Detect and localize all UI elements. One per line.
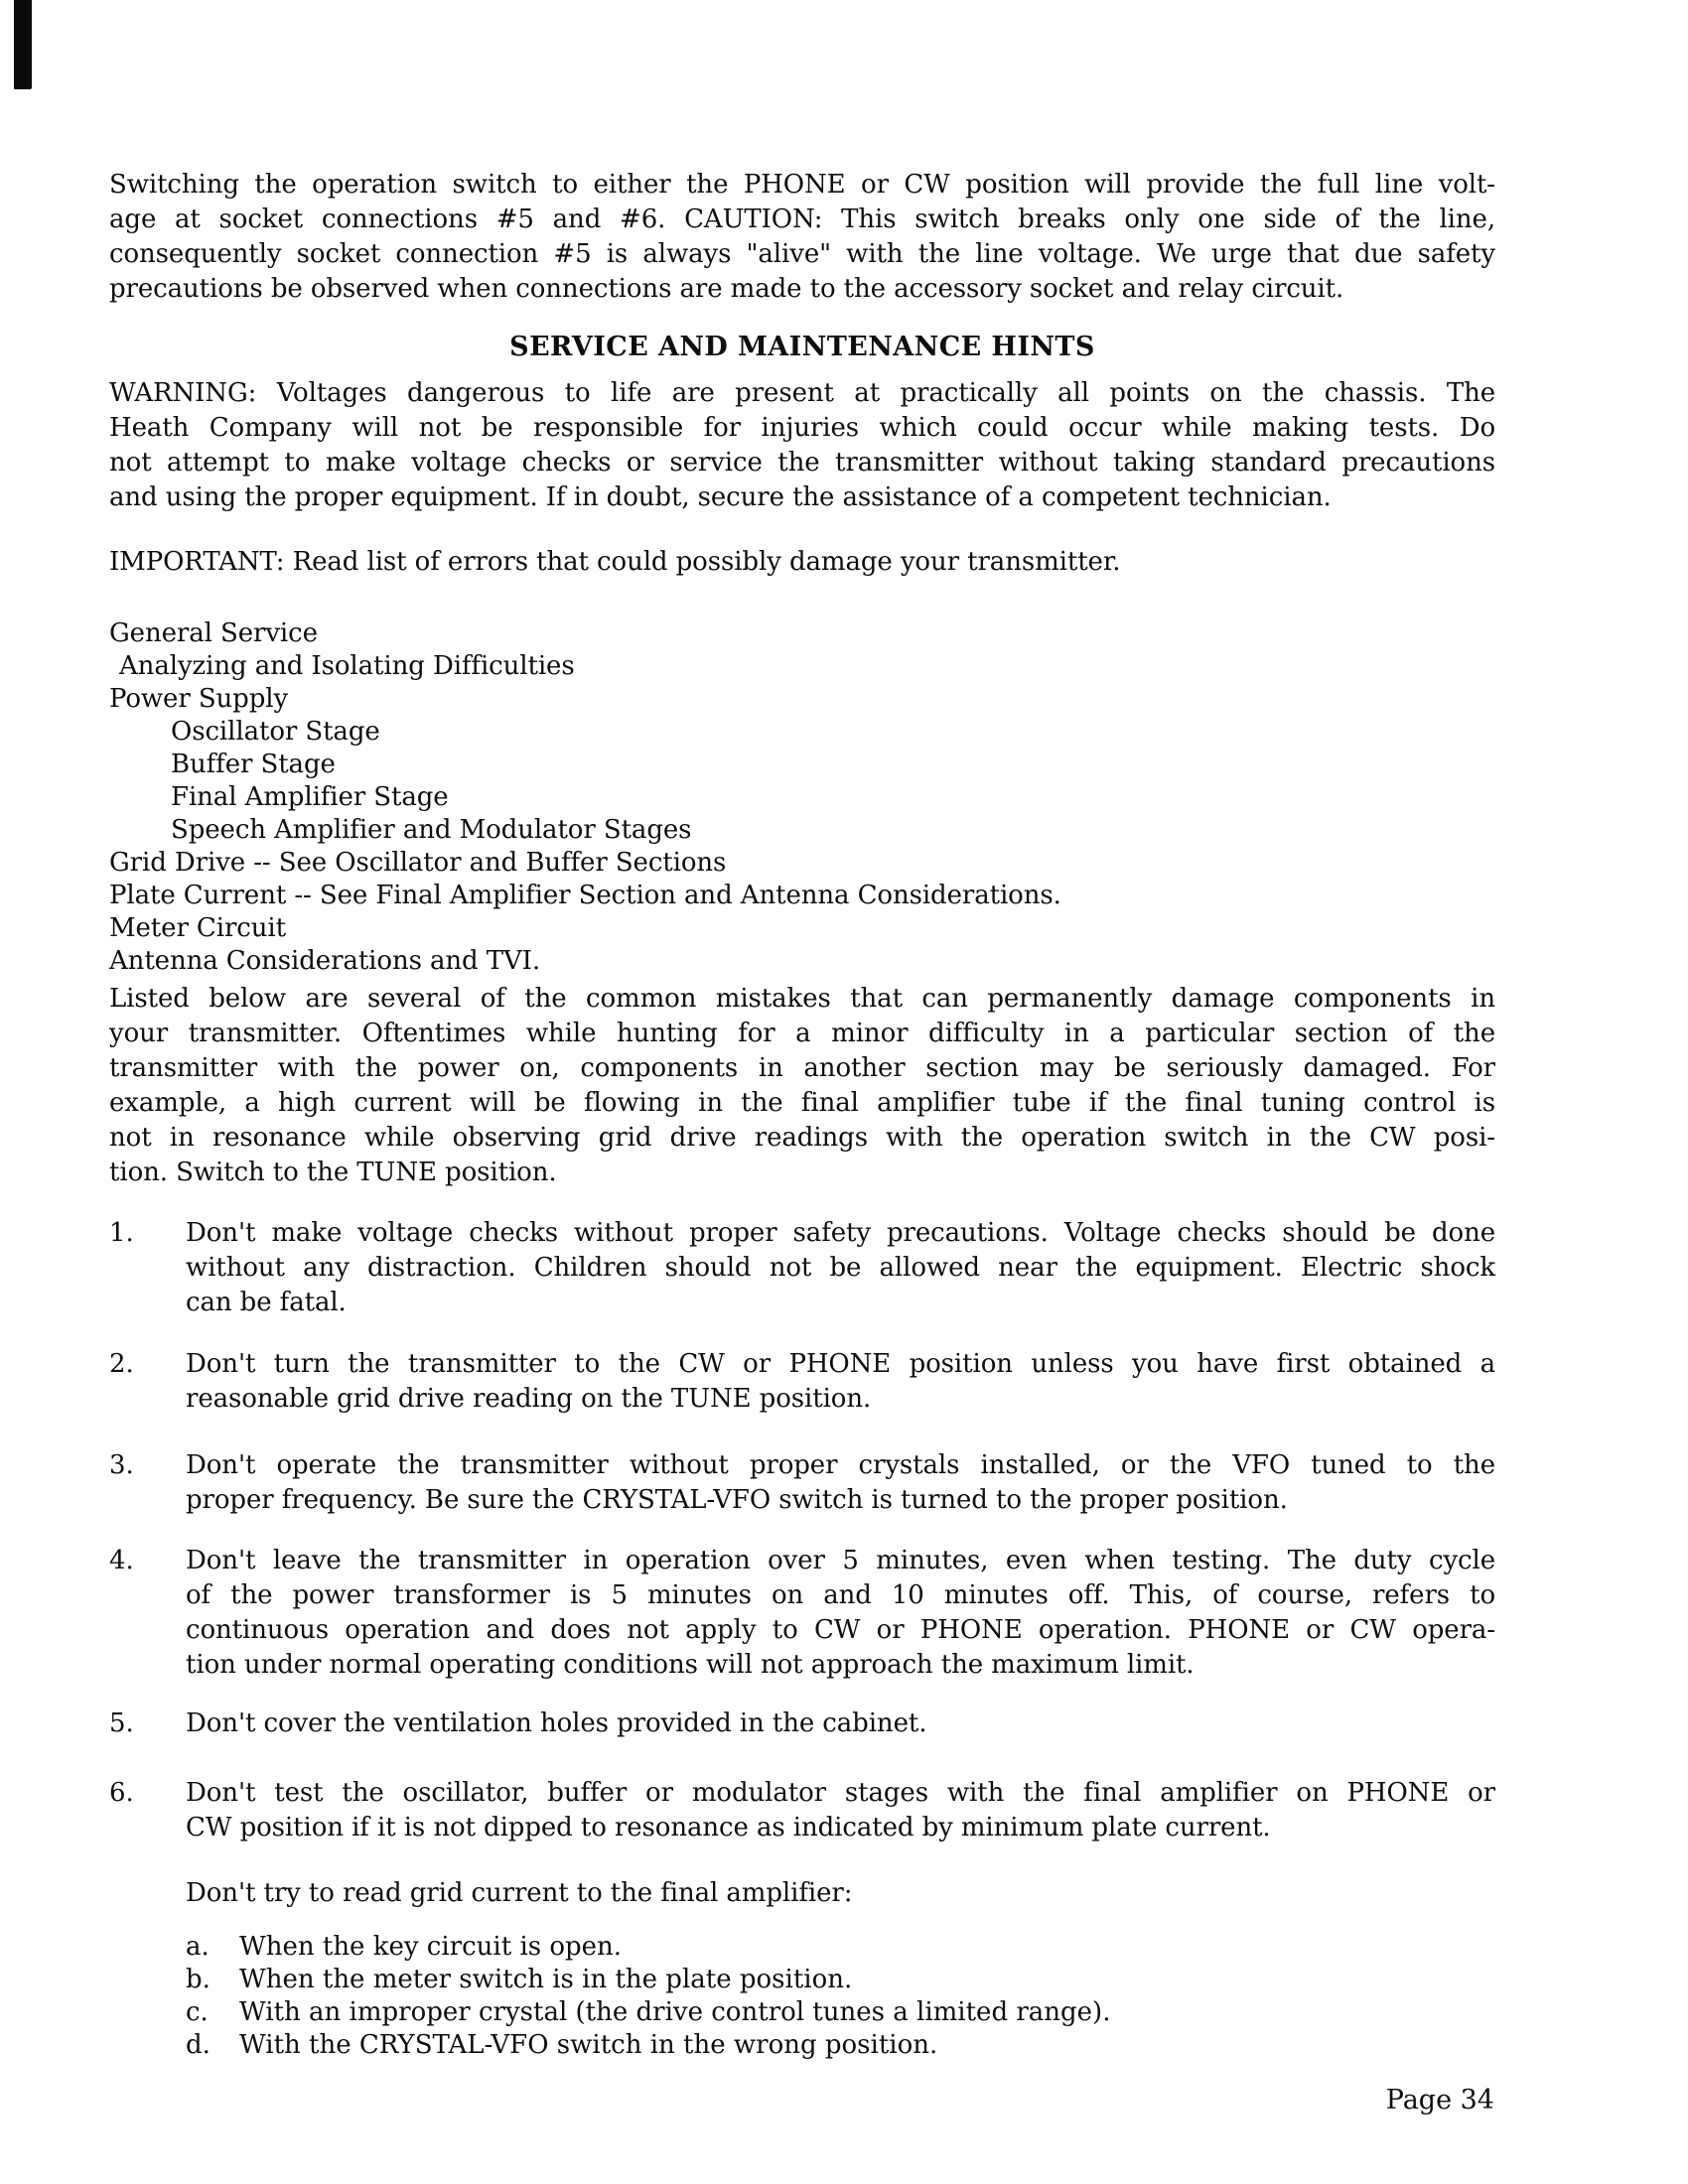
item-letter: a. — [186, 1932, 210, 1962]
item-letter: d. — [186, 2030, 211, 2060]
outline-item: Antenna Considerations and TVI. — [109, 946, 540, 976]
item-text — [186, 1544, 1495, 1683]
text-line: Don't cover the ventilation holes provided in the cabinet. — [186, 1708, 927, 1738]
text-line: tion under normal operating conditions will not approach the maximum limit. — [186, 1650, 1195, 1680]
mistakes-paragraph — [109, 982, 1495, 1190]
item-text — [186, 1448, 1495, 1518]
text-line: Don't operate the transmitter without proper crystals installed, or the VFO tuned to the — [186, 1450, 1495, 1480]
item-text — [186, 1706, 1495, 1741]
topic-outline-list — [109, 617, 1495, 978]
dont-try-note — [186, 1876, 1495, 1911]
text-line: Don't make voltage checks without proper safety precautions. Voltage checks should be done — [186, 1218, 1495, 1248]
text-line: When the key circuit is open. — [239, 1932, 623, 1962]
list-item-4 — [109, 1544, 1495, 1683]
list-item-1 — [109, 1216, 1495, 1320]
scan-artifact-bar — [14, 0, 32, 89]
lettered-sub-list — [186, 1931, 1495, 2062]
item-text — [186, 1216, 1495, 1320]
section-heading: SERVICE AND MAINTENANCE HINTS — [509, 332, 1095, 362]
text-line: proper frequency. Be sure the CRYSTAL-VFO switch is turned to the proper position. — [186, 1485, 1288, 1515]
warning-paragraph — [109, 376, 1495, 515]
outline-item: General Service — [109, 618, 318, 648]
outline-item: Plate Current -- See Final Amplifier Section and Antenna Considerations. — [109, 881, 1061, 910]
text-line: consequently socket connection #5 is always "alive" with the line voltage. We urge that due safety — [109, 239, 1495, 269]
item-letter: b. — [186, 1965, 211, 1994]
text-line: tion. Switch to the TUNE position. — [109, 1158, 557, 1187]
text-line: precautions be observed when connections are made to the accessory socket and relay circuit. — [109, 274, 1344, 304]
text-line: of the power transformer is 5 minutes on and 10 minutes off. This, of course, refers to — [186, 1580, 1495, 1610]
text-line: IMPORTANT: Read list of errors that could possibly damage your transmitter. — [109, 547, 1121, 577]
text-line: Listed below are several of the common mistakes that can permanently damage components in — [109, 984, 1495, 1014]
list-item-5 — [109, 1706, 1495, 1741]
text-line: With the CRYSTAL-VFO switch in the wrong position. — [239, 2030, 938, 2060]
item-number: 3. — [109, 1450, 134, 1480]
item-number: 4. — [109, 1546, 134, 1575]
intro-paragraph — [109, 168, 1495, 307]
text-line: transmitter with the power on, components in another section may be seriously damaged. For — [109, 1053, 1495, 1083]
item-number: 2. — [109, 1349, 134, 1379]
text-line: Don't test the oscillator, buffer or modulator stages with the final amplifier on PHONE or — [186, 1778, 1495, 1808]
text-line: without any distraction. Children should not be allowed near the equipment. Electric shock — [186, 1253, 1495, 1283]
page-content — [109, 168, 1495, 2062]
text-line: With an improper crystal (the drive control tunes a limited range). — [239, 1997, 1111, 2027]
outline-item: Final Amplifier Stage — [171, 782, 449, 812]
outline-item: Grid Drive -- See Oscillator and Buffer Sections — [109, 848, 727, 878]
sub-item-d — [186, 2029, 1495, 2062]
text-line: WARNING: Voltages dangerous to life are present at practically all points on the chassis. The — [109, 378, 1495, 408]
important-note — [109, 545, 1495, 580]
text-line: Don't try to read grid current to the final amplifier: — [186, 1878, 853, 1908]
text-line: reasonable grid drive reading on the TUNE position. — [186, 1384, 872, 1414]
text-line: not attempt to make voltage checks or service the transmitter without taking standard precautions — [109, 448, 1495, 478]
item-number: 5. — [109, 1708, 134, 1738]
outline-item: Meter Circuit — [109, 913, 286, 943]
text-line: Switching the operation switch to either the PHONE or CW position will provide the full line volt- — [109, 170, 1495, 200]
text-line: not in resonance while observing grid drive readings with the operation switch in the CW posi- — [109, 1123, 1495, 1153]
item-number: 6. — [109, 1778, 134, 1808]
text-line: and using the proper equipment. If in doubt, secure the assistance of a competent technician. — [109, 482, 1332, 512]
item-number: 1. — [109, 1218, 134, 1248]
item-letter: c. — [186, 1997, 209, 2027]
text-line: Don't turn the transmitter to the CW or PHONE position unless you have first obtained a — [186, 1349, 1495, 1379]
list-item-3 — [109, 1448, 1495, 1518]
list-item-6 — [109, 1776, 1495, 1845]
outline-item: Buffer Stage — [171, 750, 336, 779]
text-line: CW position if it is not dipped to resonance as indicated by minimum plate current. — [186, 1813, 1271, 1843]
item-text — [186, 1347, 1495, 1417]
outline-item: Power Supply — [109, 684, 289, 714]
outline-item: Oscillator Stage — [171, 717, 380, 747]
text-line: Heath Company will not be responsible for injuries which could occur while making tests. Do — [109, 413, 1495, 443]
page-number: Page 34 — [1385, 2085, 1494, 2116]
text-line: Don't leave the transmitter in operation over 5 minutes, even when testing. The duty cycle — [186, 1546, 1495, 1575]
list-item-2 — [109, 1347, 1495, 1417]
outline-item: Speech Amplifier and Modulator Stages — [171, 815, 692, 845]
text-line: example, a high current will be flowing in the final amplifier tube if the final tuning control is — [109, 1088, 1495, 1118]
sub-item-c — [186, 1996, 1495, 2029]
text-line: your transmitter. Oftentimes while hunting for a minor difficulty in a particular section of the — [109, 1019, 1495, 1048]
sub-item-b — [186, 1964, 1495, 1996]
text-line: age at socket connections #5 and #6. CAUTION: This switch breaks only one side of the line, — [109, 205, 1495, 234]
sub-item-a — [186, 1931, 1495, 1964]
item-text — [186, 1776, 1495, 1845]
text-line: can be fatal. — [186, 1288, 347, 1317]
outline-item: Analyzing and Isolating Difficulties — [119, 651, 575, 681]
text-line: continuous operation and does not apply to CW or PHONE operation. PHONE or CW opera- — [186, 1615, 1495, 1645]
text-line: When the meter switch is in the plate position. — [239, 1965, 853, 1994]
